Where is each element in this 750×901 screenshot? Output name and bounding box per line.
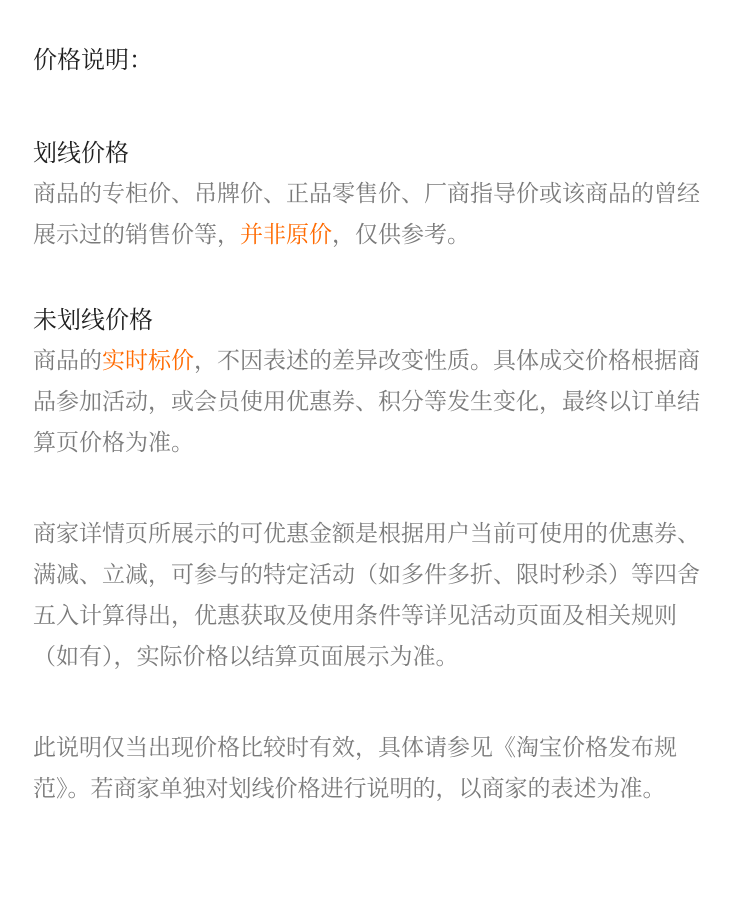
highlight-real-time-price: 实时标价 bbox=[102, 348, 194, 374]
section-heading-unstruck-price: 未划线价格 bbox=[33, 306, 153, 334]
page-title: 价格说明： bbox=[33, 46, 153, 74]
spacer bbox=[33, 256, 717, 300]
body-text: 商品的 bbox=[33, 348, 102, 374]
spacer bbox=[33, 80, 717, 133]
section-body-strikethrough-price bbox=[33, 174, 717, 256]
body-text: ，不因表述的差异改变性质。具体成交价格根据商品参加活动，或会员使用优惠券、积分等发生变化，最终以订单结算页价格为准。 bbox=[33, 348, 700, 456]
section-heading-strikethrough-price: 划线价格 bbox=[33, 139, 129, 167]
section-unstruck-price bbox=[33, 300, 717, 464]
paragraph-validity-note: 此说明仅当出现价格比较时有效，具体请参见《淘宝价格发布规范》。若商家单独对划线价格进行说明的，以商家的表述为准。 bbox=[33, 735, 677, 802]
section-strikethrough-price bbox=[33, 133, 717, 256]
highlight-not-original-price: 并非原价 bbox=[240, 222, 332, 248]
section-body-unstruck-price bbox=[33, 341, 717, 464]
body-text: ，仅供参考。 bbox=[332, 222, 470, 248]
paragraph-discount-explanation: 商家详情页所展示的可优惠金额是根据用户当前可使用的优惠券、满减、立减，可参与的特定活动（如多件多折、限时秒杀）等四舍五入计算得出，优惠获取及使用条件等详见活动页面及相关规则（如有），实际价格以结算页面展示为准。 bbox=[33, 521, 700, 670]
spacer bbox=[33, 678, 717, 728]
body-text: 商品的专柜价、吊牌价、正品零售价、厂商指导价或该商品的曾经展示过的销售价等， bbox=[33, 181, 700, 248]
spacer bbox=[33, 464, 717, 514]
